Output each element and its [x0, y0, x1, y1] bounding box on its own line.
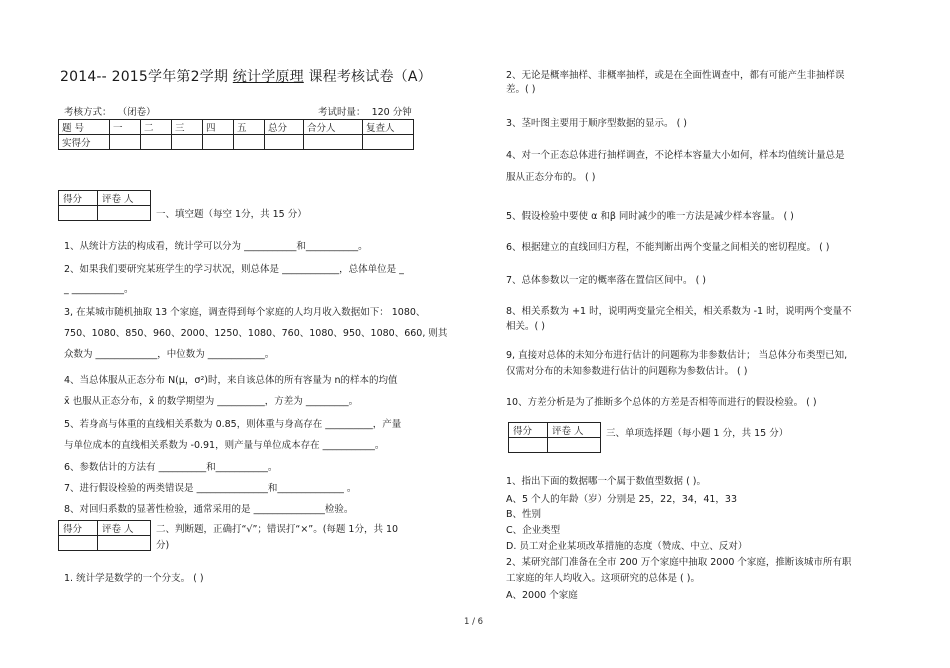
exam-time-value: 120 分钟 [371, 107, 412, 118]
s3-q2-option-a: A、2000 个家庭 [506, 590, 578, 601]
section1-heading: 一、填空题（每空 1分，共 15 分） [156, 209, 307, 220]
scorebox-label: 得分 [59, 521, 98, 536]
score-cell: 四 [203, 120, 234, 135]
s1-q3a: 3, 在某城市随机抽取 13 个家庭，调查得到每个家庭的人均月收入数据如下： 1080、 [64, 307, 426, 318]
s2-q8b: 相关。( ) [506, 321, 545, 332]
score-table [58, 119, 414, 150]
score-table-row [59, 135, 414, 150]
s1-q1: 1、从统计方法的构成看，统计学可以分为 ___________和___________。 [64, 241, 368, 252]
score-input-cell[interactable] [141, 135, 172, 150]
s1-q4b: x̄ 也服从正态分布，x̄ 的数学期望为 __________，方差为 _________。 [64, 396, 359, 407]
s1-q3b: 750、1080、850、960、2000、1250、1080、760、1080、950、1080、660, 则其 [64, 328, 448, 339]
s1-q5a: 5、若身高与体重的直线相关系数为 0.85，则体重与身高存在 __________，产量 [64, 419, 402, 430]
exam-time [318, 104, 412, 118]
scorebox-input[interactable] [98, 536, 151, 551]
s2-q10: 10、方差分析是为了推断多个总体的方差是否相等而进行的假设检验。 ( ) [506, 397, 817, 408]
title-course: 统计学原理 [232, 69, 304, 85]
score-cell: 一 [110, 120, 141, 135]
scorebox-input[interactable] [98, 206, 151, 221]
s3-q2a: 2、某研究部门准备在全市 200 万个家庭中抽取 2000 个家庭，推断该城市所有职 [506, 557, 852, 568]
s2-q2a: 2、无论是概率抽样、非概率抽样，或是在全面性调查中，都有可能产生非抽样误 [506, 70, 845, 81]
score-cell: 二 [141, 120, 172, 135]
score-cell: 总分 [265, 120, 304, 135]
s2-q2b: 差。( ) [506, 84, 536, 95]
s3-q1-option-b: B、性别 [506, 509, 542, 520]
s1-q7: 7、进行假设检验的两类错误是 _______________和______________ 。 [64, 483, 357, 494]
section2-scorebox [58, 520, 151, 551]
exam-title [60, 66, 432, 86]
section1-scorebox [58, 190, 151, 221]
score-cell: 合分人 [304, 120, 363, 135]
exam-mode [64, 104, 156, 118]
s1-q5b: 与单位成本的直线相关系数为 -0.91，则产量与单位成本存在 ___________。 [64, 440, 385, 451]
score-cell: 五 [234, 120, 265, 135]
score-row-label: 实得分 [59, 135, 110, 150]
s1-q3c: 众数为 _____________，中位数为 ____________。 [64, 349, 275, 360]
s2-q4b: 服从正态分布的。 ( ) [506, 172, 596, 183]
exam-mode-label: 考核方式： [64, 107, 112, 118]
title-term: 2 [190, 69, 200, 85]
s3-q2b: 工家庭的年人均收入。这项研究的总体是 ( )。 [506, 573, 700, 584]
score-cell: 复查人 [363, 120, 414, 135]
scorebox-label: 评卷 人 [548, 423, 601, 438]
section2-heading-a: 二、判断题，正确打“√”；错误打“×”。(每题 1分，共 10 [156, 524, 399, 535]
s2-q1: 1. 统计学是数学的一个分支。 ( ) [64, 573, 204, 584]
s2-q9b: 仅需对分布的未知参数进行估计的问题称为参数估计。 ( ) [506, 366, 748, 377]
scorebox-label: 评卷 人 [98, 521, 151, 536]
scorebox-input[interactable] [59, 536, 98, 551]
s2-q3: 3、茎叶图主要用于顺序型数据的显示。 ( ) [506, 118, 687, 129]
s2-q5: 5、假设检验中要使 α 和β 同时减少的唯一方法是减少样本容量。 ( ) [506, 211, 794, 222]
scorebox-label: 得分 [509, 423, 548, 438]
score-cell: 题 号 [59, 120, 110, 135]
s3-q1-option-d: D. 员工对企业某项改革措施的态度（赞成、中立、反对） [506, 541, 748, 552]
score-cell: 三 [172, 120, 203, 135]
s3-q1-option-a: A、5 个人的年龄（岁）分别是 25，22，34，41，33 [506, 494, 738, 505]
score-input-cell[interactable] [265, 135, 304, 150]
scorebox-label: 得分 [59, 191, 98, 206]
scorebox-label: 评卷 人 [98, 191, 151, 206]
s1-q2b: _ ___________。 [64, 284, 134, 295]
score-input-cell[interactable] [172, 135, 203, 150]
section3-heading: 三、单项选择题（每小题 1 分，共 15 分） [606, 428, 789, 439]
s3-q1-option-c: C、企业类型 [506, 525, 561, 536]
s1-q2a: 2、如果我们要研究某班学生的学习状况，则总体是 ____________，总体单位是 _ [64, 264, 404, 275]
s3-q1: 1、指出下面的数据哪一个属于数值型数据 ( )。 [506, 476, 706, 487]
score-table-header-row [59, 120, 414, 135]
s2-q6: 6、根据建立的直线回归方程，不能判断出两个变量之间相关的密切程度。 ( ) [506, 242, 830, 253]
scorebox-input[interactable] [548, 438, 601, 453]
s2-q7: 7、总体参数以一定的概率落在置信区间中。 ( ) [506, 275, 706, 286]
s1-q8: 8、对回归系数的显著性检验，通常采用的是 _______________检验。 [64, 504, 354, 515]
exam-mode-value: （闭卷） [117, 107, 156, 118]
score-input-cell[interactable] [203, 135, 234, 150]
title-year: 2014-- 2015 [60, 69, 149, 85]
section2-heading-b: 分) [156, 540, 170, 551]
s2-q4a: 4、对一个正态总体进行抽样调查，不论样本容量大小如何，样本均值统计量总是 [506, 150, 845, 161]
scorebox-input[interactable] [509, 438, 548, 453]
score-input-cell[interactable] [304, 135, 363, 150]
title-rest: 课程考核试卷（A） [308, 69, 432, 85]
score-input-cell[interactable] [110, 135, 141, 150]
s1-q6: 6、参数估计的方法有 __________和___________。 [64, 462, 278, 473]
title-mid: 学年第 [148, 69, 191, 85]
s1-q4a: 4、当总体服从正态分布 N(μ，σ²)时，来自该总体的所有容量为 n的样本的均值 [64, 375, 398, 386]
section3-scorebox [508, 422, 601, 453]
s2-q8a: 8、相关系数为 +1 时，说明两变量完全相关，相关系数为 -1 时，说明两个变量不 [506, 306, 852, 317]
exam-time-label: 考试时量： [318, 107, 366, 118]
score-input-cell[interactable] [363, 135, 414, 150]
scorebox-input[interactable] [59, 206, 98, 221]
score-input-cell[interactable] [234, 135, 265, 150]
s2-q9a: 9, 直接对总体的未知分布进行估计的问题称为非参数估计； 当总体分布类型已知, [506, 350, 848, 361]
page-number: 1 / 6 [464, 617, 484, 627]
title-term-suffix: 学期 [199, 69, 229, 85]
